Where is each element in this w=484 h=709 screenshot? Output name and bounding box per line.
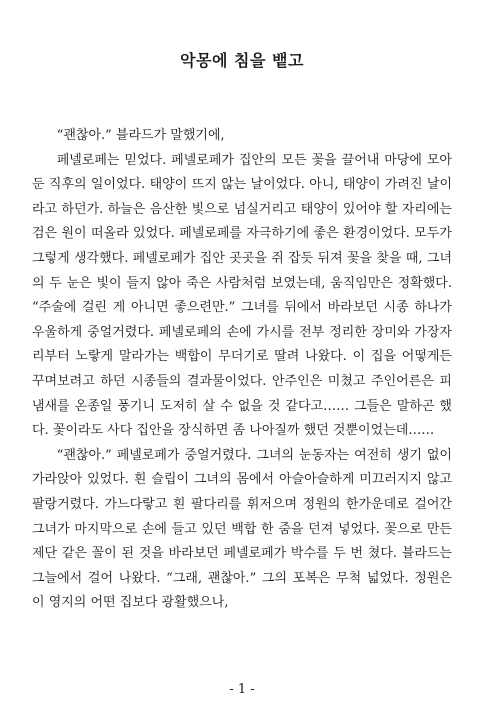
page-number: - 1 - <box>229 682 255 697</box>
body-text <box>32 124 452 616</box>
page-title: 악몽에 침을 뱉고 <box>180 51 304 70</box>
paragraph: 페넬로페는 믿었다. 페넬로페가 집안의 모든 꽃을 끌어내 마당에 모아둔 직후의 일이었다. 태양이 뜨지 않는 날이었다. 아니, 태양이 가려진 날이라고 하던가. 하늘은 음산한 빛으로 넘실거리고 태양이 있어야 할 자리에는 검은 원이 떠올라 있었다. 페넬로페를 자극하기에 좋은 환경이었다. 모두가 그렇게 생각했다. 페넬로페가 집안 곳곳을 쥐 잡듯 뒤져 꽃을 찾을 때, 그녀의 두 눈은 빛이 들지 않아 죽은 사람처럼 보였는데, 움직임만은 정확했다. “주술에 걸린 게 아니면 좋으련만.” 그녀를 뒤에서 바라보던 시종 하나가 우울하게 중얼거렸다. 페넬로페의 손에 가시를 전부 정리한 장미와 가장자리부터 노랗게 말라가는 백합이 무더기로 딸려 나왔다. 이 집을 어떻게든 꾸며보려고 하던 시종들의 결과물이었다. 안주인은 미쳤고 주인어른은 피 냄새를 온종일 풍기니 도저히 살 수 없을 것 같다고…… 그들은 말하곤 했다. 꽃이라도 사다 집안을 장식하면 좀 나아질까 했던 것뿐이었는데…… <box>32 152 452 439</box>
paragraph: “괜찮아.” 블라드가 말했기에, <box>56 128 225 143</box>
paragraph: “괜찮아.” 페넬로페가 중얼거렸다. 그녀의 눈동자는 여전히 생기 없이 가라앉아 있었다. 흰 슬립이 그녀의 몸에서 아슬아슬하게 미끄러지지 않고 팔랑거렸다. 가느다랗고 흰 팔다리를 휘저으며 정원의 한가운데로 걸어간 그녀가 마지막으로 손에 들고 있던 백합 한 줌을 던져 넣었다. 꽃으로 만든 제단 같은 꼴이 된 것을 바라보던 페넬로페가 박수를 두 번 쳤다. 블라드는 그늘에서 걸어 나왔다. “그래, 괜찮아.” 그의 포복은 무척 넓었다. 정원은 이 영지의 어떤 집보다 광활했으나, <box>32 447 452 611</box>
